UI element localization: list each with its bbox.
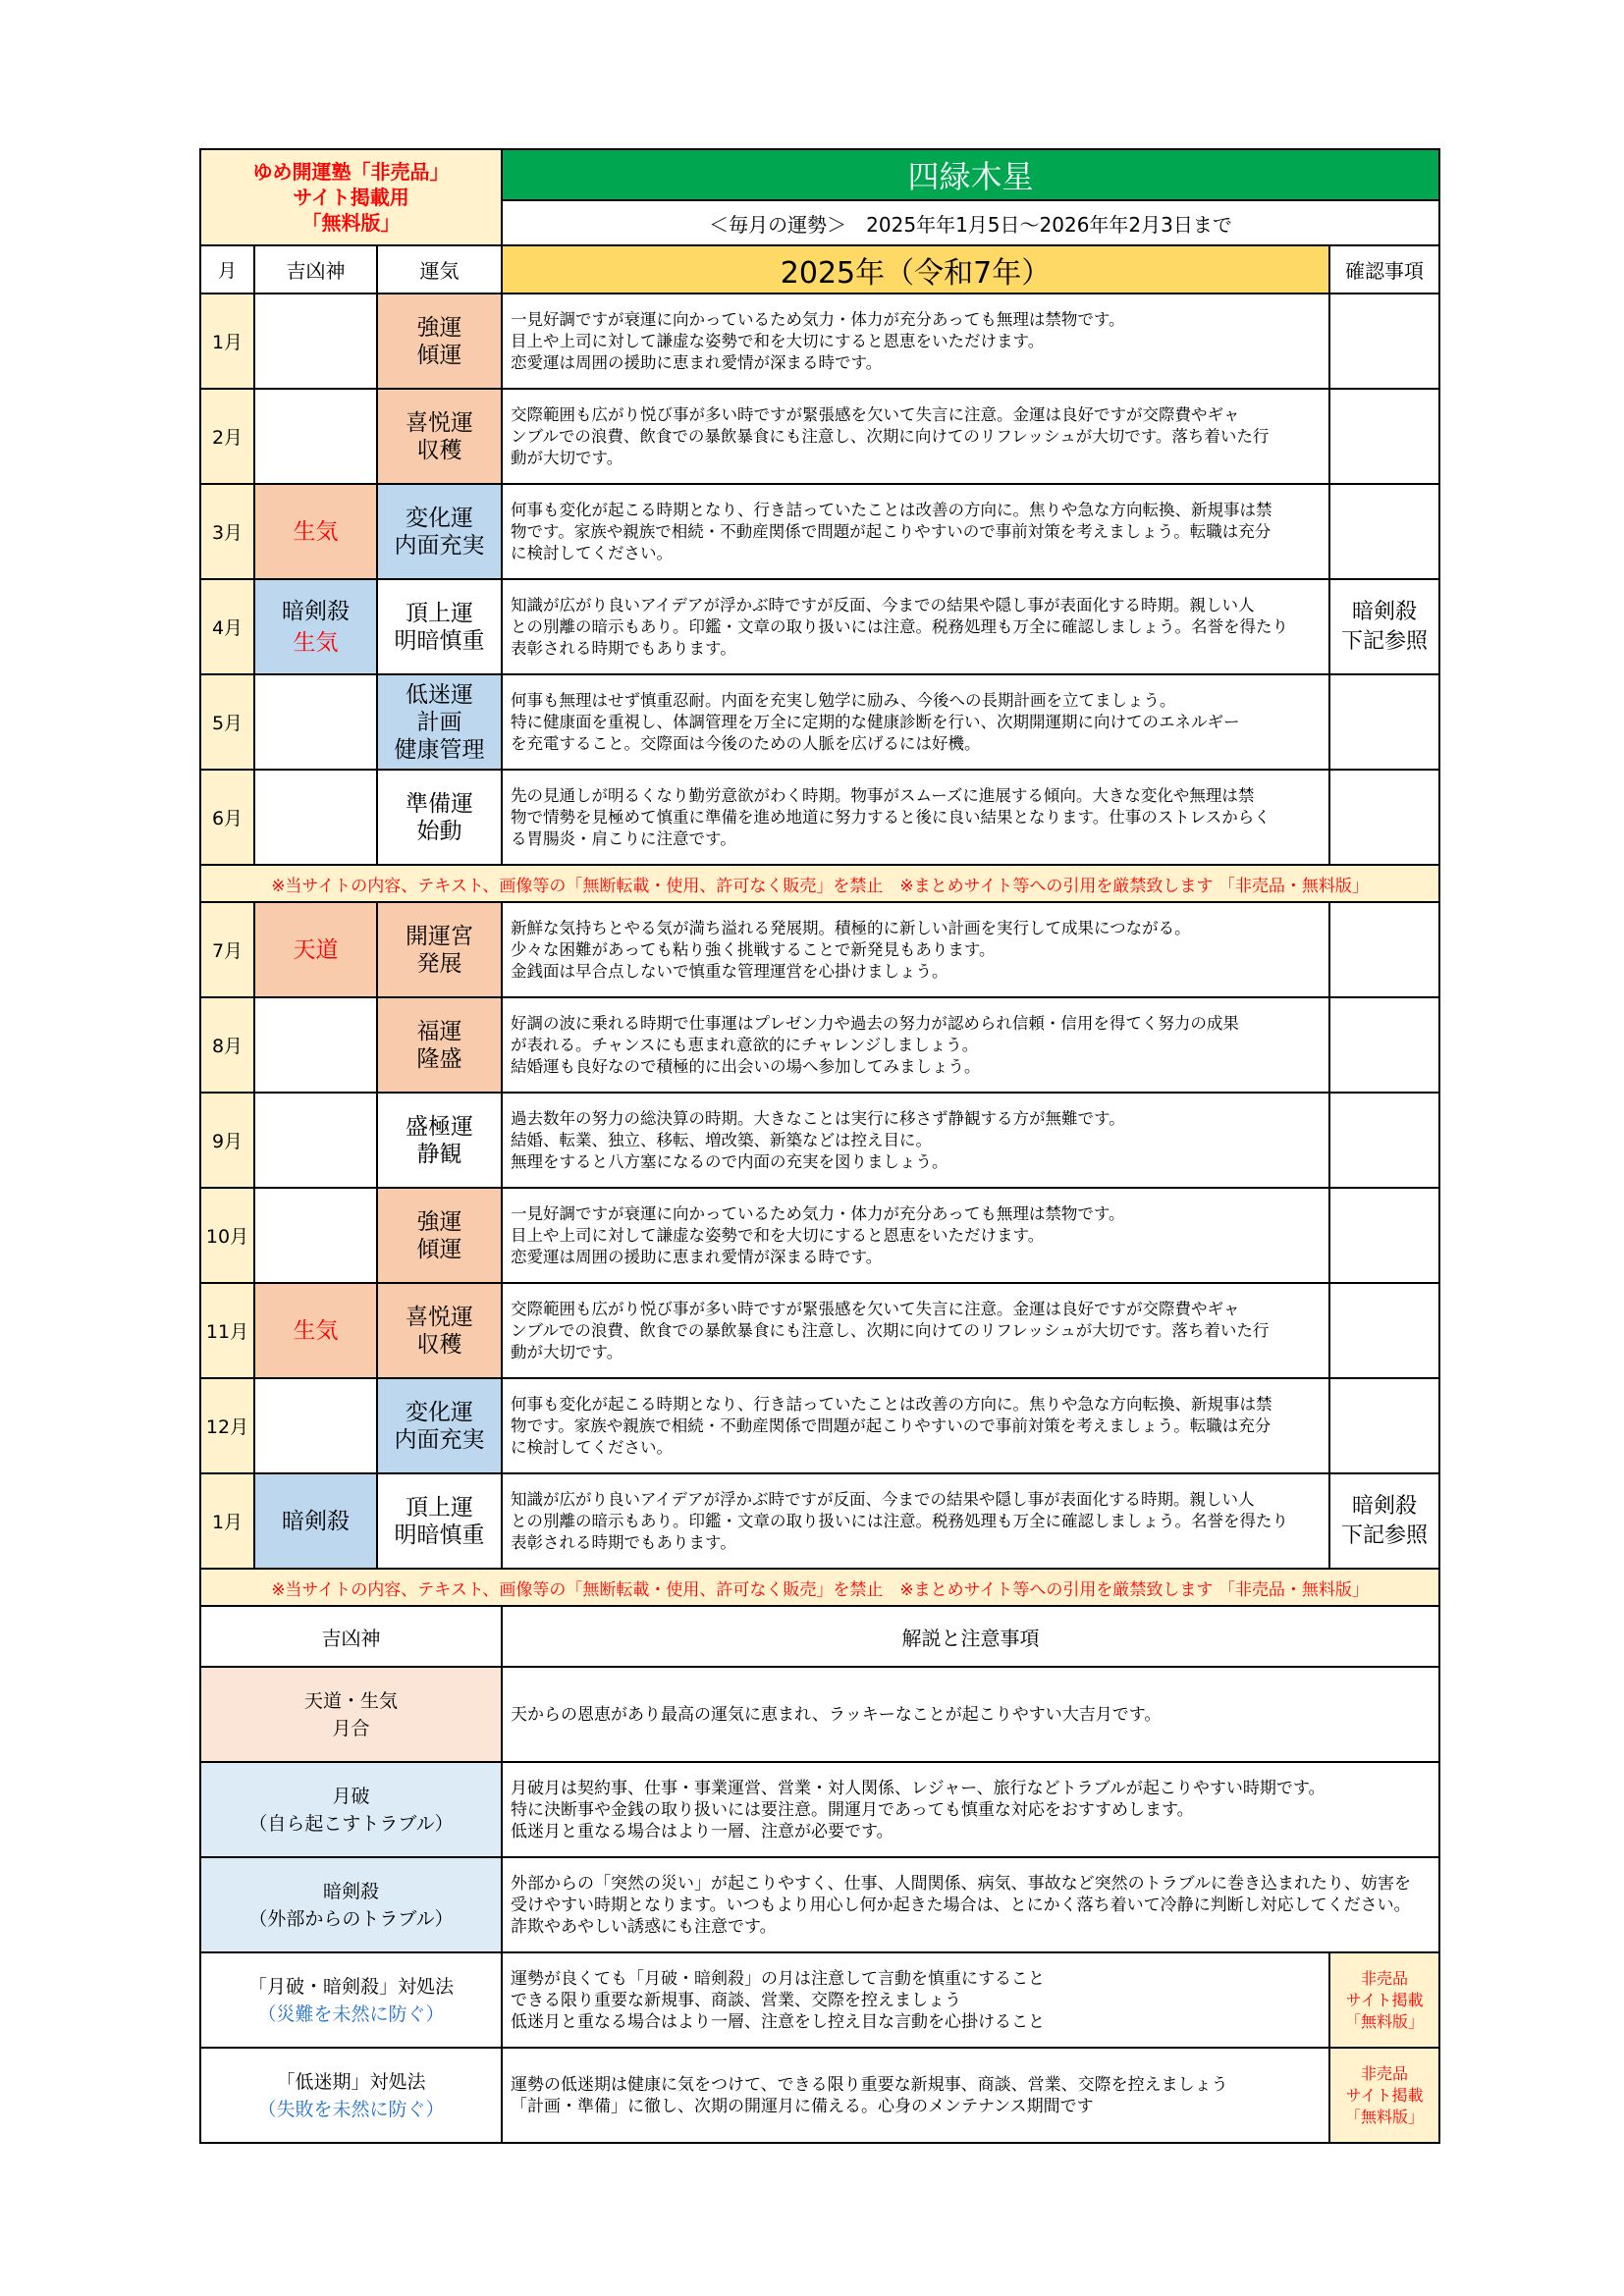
badge-line: 「無料版」 [1345, 2107, 1425, 2126]
badge-line: 非売品 [1361, 1968, 1409, 1988]
explain-desc-header: 解説と注意事項 [502, 1606, 1439, 1667]
unki-cell [377, 1093, 502, 1188]
description-line: に検討してください。 [511, 1437, 674, 1457]
check-cell [1329, 902, 1439, 997]
unki-cell [377, 997, 502, 1093]
unki-label: 盛極運 [406, 1113, 473, 1140]
unki-label: 明暗慎重 [394, 627, 485, 654]
description-line: 何事も無理はせず慎重忍耐。内面を充実し勉学に励み、今後への長期計画を立てましょう。 [511, 690, 1176, 710]
month-label: 12月 [200, 1378, 254, 1473]
kyou-cell [254, 770, 377, 865]
description-line: 無理をすると八方塞になるので内面の充実を図りましょう。 [511, 1151, 948, 1171]
explain-term-line: （外部からのトラブル） [248, 1907, 454, 1930]
unki-label: 喜悦運 [406, 1304, 473, 1330]
month-label: 5月 [200, 674, 254, 770]
explain-line: 低迷月と重なる場合はより一層、注意が必要です。 [511, 1821, 893, 1842]
check-cell [1329, 997, 1439, 1093]
check-note: 暗剣殺 [1352, 1493, 1418, 1519]
description-line: 何事も変化が起こる時期となり、行き詰っていたことは改善の方向に。焦りや急な方向転換、新規事は禁 [511, 500, 1272, 519]
fortune-description [502, 1283, 1329, 1378]
unki-label: 内面充実 [394, 1426, 485, 1453]
fortune-description [502, 579, 1329, 674]
badge-line: 「無料版」 [1345, 2011, 1425, 2031]
check-cell [1329, 1188, 1439, 1283]
unki-label: 始動 [416, 818, 462, 844]
month-label: 3月 [200, 484, 254, 579]
unki-label: 準備運 [406, 790, 473, 817]
site-label-line: ゆめ開運塾「非売品」 [252, 160, 450, 184]
unki-label: 傾運 [416, 1236, 462, 1262]
description-line: との別離の暗示もあり。印鑑・文章の取り扱いには注意。税務処理も万全に確認しましょう。名誉を得たり [511, 1511, 1289, 1530]
unki-cell [377, 484, 502, 579]
month-label: 9月 [200, 1093, 254, 1188]
explain-line: 外部からの「突然の災い」が起こりやすく、仕事、人間関係、病気、事故など突然のトラブルに巻き込まれたり、妨害を [511, 1873, 1411, 1894]
unki-label: 喜悦運 [406, 409, 473, 436]
unki-label: 低迷運 [406, 681, 473, 708]
site-label-cell [200, 149, 502, 245]
month-label: 4月 [200, 579, 254, 674]
description-line: を充電すること。交際面は今後のための人脈を広げるには好機。 [511, 733, 981, 753]
check-cell [1329, 1378, 1439, 1473]
fortune-sheet [199, 148, 1440, 2144]
unki-cell [377, 770, 502, 865]
explain-line: 受けやすい時期となります。いつもより用心し何か起きた場合は、とにかく落ち着いて冷静に判断し対応してください。 [511, 1895, 1411, 1915]
explain-line: 特に決断事や金銭の取り扱いには要注意。開運月であっても慎重な対応をおすすめします。 [511, 1799, 1194, 1820]
description-line: 知識が広がり良いアイデアが浮かぶ時ですが反面、今までの結果や隠し事が表面化する時期。親しい人 [511, 1489, 1255, 1509]
unki-cell [377, 902, 502, 997]
month-label: 2月 [200, 389, 254, 484]
check-cell [1329, 389, 1439, 484]
check-note: 下記参照 [1341, 1522, 1429, 1548]
explain-term-line: 暗剣殺 [323, 1880, 380, 1902]
description-line: 物です。家族や親族で相続・不動産関係で問題が起こりやすいので事前対策を考えましょう。転職は充分 [511, 1415, 1272, 1435]
unki-label: 隆盛 [416, 1045, 462, 1072]
copyright-notice: ※当サイトの内容、テキスト、画像等の「無断転載・使用、許可なく販売」を禁止 ※まとめサイト等への引用を厳禁致します 「非売品・無料版」 [200, 1569, 1439, 1606]
check-cell [1329, 1093, 1439, 1188]
explain-row [200, 1857, 1439, 1952]
explain-description [502, 1857, 1439, 1952]
unki-label: 収穫 [416, 1331, 462, 1358]
check-cell [1329, 484, 1439, 579]
explain-term [200, 1762, 502, 1857]
badge-line: サイト掲載 [1345, 2085, 1424, 2105]
description-line: 好調の波に乗れる時期で仕事運はプレゼン力や過去の努力が認められ信頼・信用を得てく努力の成果 [511, 1013, 1239, 1033]
unki-label: 内面充実 [394, 532, 485, 559]
check-cell [1329, 1283, 1439, 1378]
description-line: 物で情勢を見極めて慎重に準備を進め地道に努力すると後に良い結果となります。仕事のストレスからく [511, 807, 1271, 827]
month-row [200, 1473, 1439, 1569]
unki-label: 強運 [416, 314, 462, 341]
explain-term-line: （自ら起こすトラブル） [248, 1812, 454, 1835]
year-title: 2025年（令和7年） [502, 245, 1329, 294]
kyou-label: 暗剣殺 [282, 598, 350, 624]
measure-subtitle: （災難を未然に防ぐ） [257, 2002, 445, 2025]
description-line: 交際範囲も広がり悦び事が多い時ですが緊張感を欠いて失言に注意。金運は良好ですが交際費やギャ [511, 404, 1240, 424]
unki-cell [377, 1473, 502, 1569]
measure-line: 低迷月と重なる場合はより一層、注意をし控え目な言動を心掛けること [511, 2011, 1046, 2032]
description-line: に検討してください。 [511, 543, 674, 562]
col-kyou-header: 吉凶神 [254, 245, 377, 294]
unki-label: 頂上運 [406, 1494, 473, 1521]
fortune-description [502, 997, 1329, 1093]
month-row [200, 1188, 1439, 1283]
unki-cell [377, 294, 502, 389]
description-line: 表彰される時期でもあります。 [511, 638, 736, 658]
col-month-header: 月 [200, 245, 254, 294]
measure-description [502, 1952, 1329, 2048]
description-line: 目上や上司に対して謙虚な姿勢で和を大切にすると恩恵をいただけます。 [511, 1225, 1045, 1245]
fortune-description [502, 1473, 1329, 1569]
col-check-header: 確認事項 [1329, 245, 1439, 294]
description-line: 結婚、転業、独立、移転、増改築、新築などは控え目に。 [511, 1130, 933, 1149]
month-row [200, 902, 1439, 997]
unki-label: 発展 [416, 950, 462, 977]
kyou-cell [254, 389, 377, 484]
copyright-notice: ※当サイトの内容、テキスト、画像等の「無断転載・使用、許可なく販売」を禁止 ※まとめサイト等への引用を厳禁致します 「非売品・無料版」 [200, 865, 1439, 902]
month-row [200, 1093, 1439, 1188]
fortune-description [502, 484, 1329, 579]
explain-line: 天からの恩恵があり最高の運気に恵まれ、ラッキーなことが起こりやすい大吉月です。 [511, 1704, 1162, 1725]
kyou-cell [254, 1188, 377, 1283]
unki-label: 強運 [416, 1208, 462, 1235]
unki-cell [377, 1378, 502, 1473]
measure-row [200, 1952, 1439, 2048]
explain-row [200, 1762, 1439, 1857]
explain-description [502, 1762, 1439, 1857]
explain-term-line: 天道・生気 [304, 1689, 399, 1712]
fortune-description [502, 770, 1329, 865]
measure-row [200, 2048, 1439, 2143]
fortune-description [502, 1378, 1329, 1473]
month-label: 1月 [200, 1473, 254, 1569]
description-line: が表れる。チャンスにも恵まれ意欲的にチャレンジしましょう。 [511, 1035, 979, 1054]
description-line: との別離の暗示もあり。印鑑・文章の取り扱いには注意。税務処理も万全に確認しましょう。名誉を得たり [511, 616, 1289, 636]
explain-kyou-header: 吉凶神 [200, 1606, 502, 1667]
unki-label: 変化運 [406, 505, 473, 531]
explain-description [502, 1667, 1439, 1762]
unki-cell [377, 674, 502, 770]
kyou-cell [254, 902, 377, 997]
description-line: る胃腸炎・肩こりに注意です。 [511, 828, 736, 848]
site-label-line: 「無料版」 [301, 211, 401, 235]
kyou-label: 生気 [293, 1317, 339, 1344]
explain-term-line: 月合 [332, 1717, 370, 1739]
description-line: 金銭面は早合点しないで慎重な管理運営を心掛けましょう。 [511, 961, 948, 981]
kyou-label: 生気 [293, 629, 339, 656]
measure-term [200, 1952, 502, 2048]
measure-line: できる限り重要な新規事、商談、営業、交際を控えましょう [511, 1990, 962, 2010]
measure-name: 「低迷期」対処法 [276, 2070, 426, 2093]
month-row [200, 770, 1439, 865]
description-line: 新鮮な気持ちとやる気が満ち溢れる発展期。積極的に新しい計画を実行して成果につながる。 [511, 918, 1191, 937]
fortune-description [502, 294, 1329, 389]
explain-line: 詐欺やあやしい誘惑にも注意です。 [511, 1916, 777, 1937]
check-cell [1329, 770, 1439, 865]
description-line: 恋愛運は周囲の援助に恵まれ愛情が深まる時です。 [511, 1247, 883, 1266]
unki-label: 福運 [416, 1018, 462, 1044]
measure-line: 「計画・準備」に徹し、次期の開運月に備える。心身のメンテナンス期間です [511, 2096, 1094, 2116]
fortune-description [502, 674, 1329, 770]
kyou-cell [254, 1093, 377, 1188]
kyou-cell [254, 294, 377, 389]
fortune-description [502, 902, 1329, 997]
description-line: ンブルでの浪費、飲食での暴飲暴食にも注意し、次期に向けてのリフレッシュが大切です。落ち着いた行 [511, 1320, 1270, 1340]
description-line: 物です。家族や親族で相続・不動産関係で問題が起こりやすいので事前対策を考えましょう。転職は充分 [511, 521, 1272, 541]
kyou-cell [254, 1283, 377, 1378]
period-text: ＜毎月の運勢＞ 2025年年1月5日～2026年年2月3日まで [502, 200, 1439, 245]
free-edition-badge [1329, 2048, 1439, 2143]
unki-label: 変化運 [406, 1399, 473, 1425]
month-row [200, 997, 1439, 1093]
kyou-cell [254, 674, 377, 770]
star-title: 四緑木星 [502, 149, 1439, 200]
month-row [200, 674, 1439, 770]
badge-line: 非売品 [1361, 2063, 1409, 2083]
measure-description [502, 2048, 1329, 2143]
description-line: 交際範囲も広がり悦び事が多い時ですが緊張感を欠いて失言に注意。金運は良好ですが交際費やギャ [511, 1299, 1240, 1318]
description-line: 結婚運も良好なので積極的に出会いの場へ参加してみましょう。 [511, 1056, 981, 1076]
month-row [200, 1283, 1439, 1378]
description-line: 恋愛運は周囲の援助に恵まれ愛情が深まる時です。 [511, 352, 883, 372]
explain-line: 月破月は契約事、仕事・事業運営、営業・対人関係、レジャー、旅行などトラブルが起こりやすい時期です。 [511, 1778, 1326, 1798]
explain-term [200, 1667, 502, 1762]
description-line: 過去数年の努力の総決算の時期。大きなことは実行に移さず静観する方が無難です。 [511, 1108, 1125, 1128]
description-line: 知識が広がり良いアイデアが浮かぶ時ですが反面、今までの結果や隠し事が表面化する時期。親しい人 [511, 595, 1255, 614]
description-line: 一見好調ですが衰運に向かっているため気力・体力が充分あっても無理は禁物です。 [511, 309, 1125, 329]
fortune-description [502, 389, 1329, 484]
check-cell [1329, 674, 1439, 770]
badge-line: サイト掲載 [1345, 1990, 1424, 2009]
check-note: 暗剣殺 [1352, 599, 1418, 624]
check-cell [1329, 1473, 1439, 1569]
kyou-label: 生気 [293, 518, 339, 545]
measure-subtitle: （失敗を未然に防ぐ） [257, 2098, 445, 2120]
kyou-cell [254, 1473, 377, 1569]
month-label: 10月 [200, 1188, 254, 1283]
description-line: ンブルでの浪費、飲食での暴飲暴食にも注意し、次期に向けてのリフレッシュが大切です。落ち着いた行 [511, 426, 1270, 446]
description-line: 特に健康面を重視し、体調管理を万全に定期的な健康診断を行い、次期開運期に向けてのエネルギー [511, 712, 1240, 731]
unki-label: 頂上運 [406, 600, 473, 626]
unki-label: 開運宮 [406, 923, 473, 949]
month-label: 6月 [200, 770, 254, 865]
description-line: 何事も変化が起こる時期となり、行き詰っていたことは改善の方向に。焦りや急な方向転換、新規事は禁 [511, 1394, 1272, 1414]
explain-term [200, 1857, 502, 1952]
fortune-description [502, 1188, 1329, 1283]
kyou-cell [254, 484, 377, 579]
check-note: 下記参照 [1341, 628, 1429, 654]
check-cell [1329, 579, 1439, 674]
kyou-cell [254, 997, 377, 1093]
description-line: 表彰される時期でもあります。 [511, 1532, 736, 1552]
unki-cell [377, 1283, 502, 1378]
fortune-description [502, 1093, 1329, 1188]
month-row [200, 294, 1439, 389]
kyou-cell [254, 579, 377, 674]
unki-label: 明暗慎重 [394, 1522, 485, 1548]
unki-cell [377, 389, 502, 484]
month-row [200, 579, 1439, 674]
kyou-label: 暗剣殺 [282, 1508, 350, 1534]
description-line: 目上や上司に対して謙虚な姿勢で和を大切にすると恩恵をいただけます。 [511, 331, 1045, 350]
month-row [200, 484, 1439, 579]
unki-cell [377, 1188, 502, 1283]
explain-row [200, 1667, 1439, 1762]
measure-line: 運勢の低迷期は健康に気をつけて、できる限り重要な新規事、商談、営業、交際を控えましょう [511, 2074, 1228, 2095]
unki-label: 傾運 [416, 342, 462, 368]
month-label: 7月 [200, 902, 254, 997]
description-line: 一見好調ですが衰運に向かっているため気力・体力が充分あっても無理は禁物です。 [511, 1203, 1125, 1223]
unki-label: 健康管理 [394, 736, 485, 763]
month-row [200, 1378, 1439, 1473]
unki-cell [377, 579, 502, 674]
unki-label: 静観 [416, 1141, 462, 1167]
description-line: 先の見通しが明るくなり勤労意欲がわく時期。物事がスムーズに進展する傾向。大きな変化や無理は禁 [511, 785, 1255, 805]
free-edition-badge [1329, 1952, 1439, 2048]
month-row [200, 389, 1439, 484]
unki-label: 収穫 [416, 437, 462, 463]
col-unki-header: 運気 [377, 245, 502, 294]
month-label: 11月 [200, 1283, 254, 1378]
explain-term-line: 月破 [332, 1785, 370, 1807]
measure-name: 「月破・暗剣殺」対処法 [248, 1975, 455, 1998]
month-label: 1月 [200, 294, 254, 389]
description-line: 少々な困難があっても粘り強く挑戦することで新発見もあります。 [511, 939, 996, 959]
description-line: 動が大切です。 [511, 448, 623, 467]
kyou-cell [254, 1378, 377, 1473]
measure-term [200, 2048, 502, 2143]
description-line: 動が大切です。 [511, 1342, 623, 1362]
month-label: 8月 [200, 997, 254, 1093]
check-cell [1329, 294, 1439, 389]
measure-line: 運勢が良くても「月破・暗剣殺」の月は注意して言動を慎重にすること [511, 1968, 1046, 1989]
site-label-line: サイト掲載用 [293, 186, 409, 209]
kyou-label: 天道 [293, 936, 339, 963]
unki-label: 計画 [416, 709, 462, 735]
